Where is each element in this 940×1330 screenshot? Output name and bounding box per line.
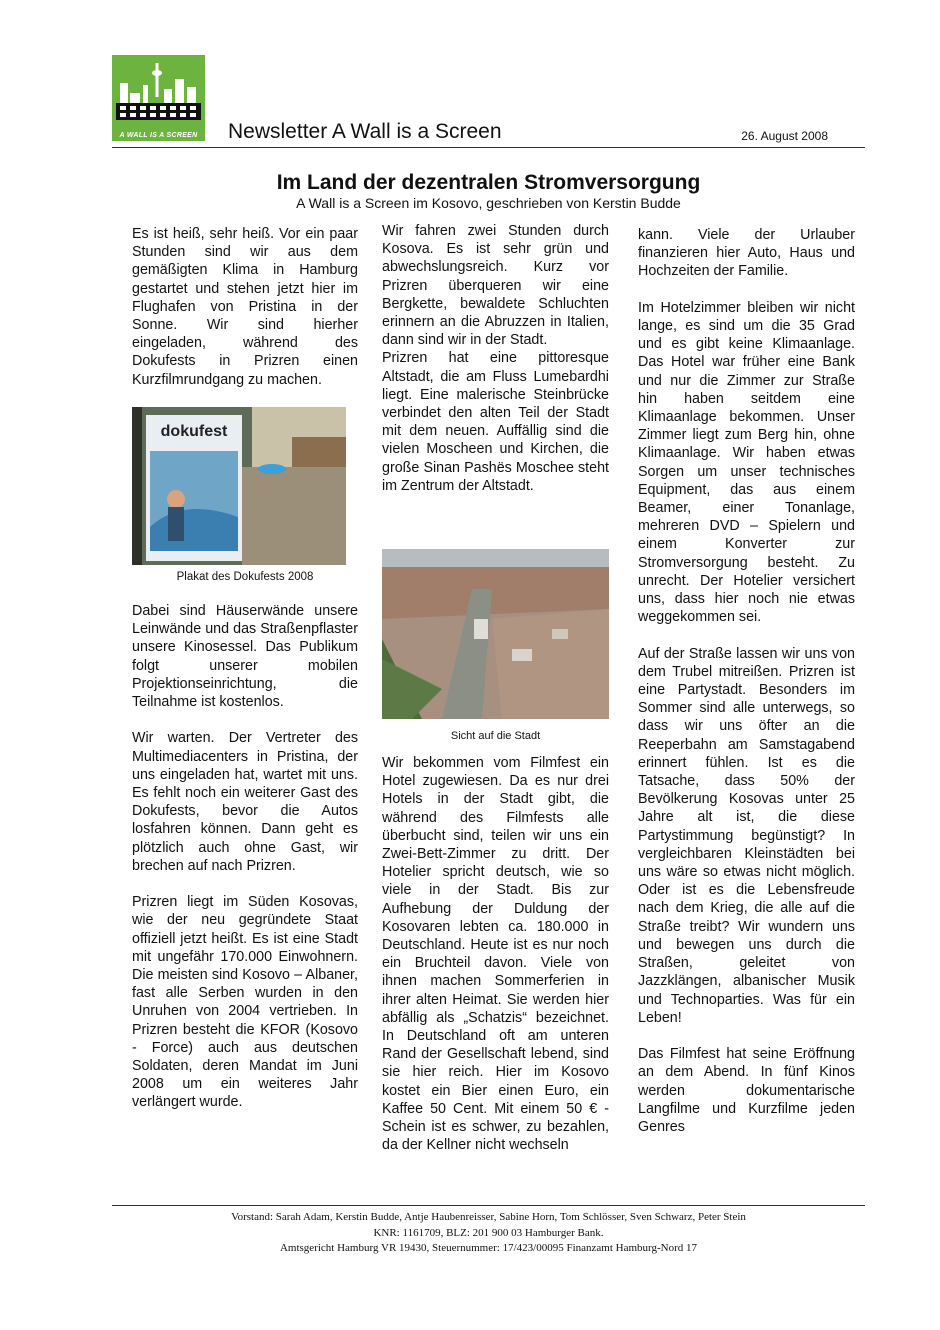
paragraph: Es ist heiß, sehr heiß. Vor ein paar Stunden sind wir aus dem gemäßigten Klima in Hamburg gestartet und stehen jetzt hier im Flughafen von Pristina in der Sonne. Wir sind hierher eingeladen, während des Dokufests in Prizren einen Kurzfilmrundgang zu machen. bbox=[132, 226, 358, 388]
paragraph: Wir fahren zwei Stunden durch Kosova. Es ist sehr grün und abwechslungsreich. Kurz vor Prizren überqueren wir eine Bergkette, bewaldete Schluchten erinnern an die Abruzzen in Italien, dann sind wir in der Stadt. bbox=[382, 223, 609, 349]
logo-text: A WALL IS A SCREEN bbox=[119, 132, 198, 139]
footer-board: Vorstand: Sarah Adam, Kerstin Budde, Antje Haubenreisser, Sabine Horn, Tom Schlösser, Sven Schwarz, Peter Stein bbox=[231, 1211, 746, 1223]
poster-title: dokufest bbox=[160, 423, 228, 440]
skyline-logo-graphic bbox=[112, 55, 205, 141]
city-view-photo bbox=[382, 549, 609, 719]
paragraph: Im Hotelzimmer bleiben wir nicht lange, es sind um die 35 Grad und es gibt keine Klimaanlage. Das Hotel war früher eine Bank und nur die Zimmer zur Straße hin haben seitdem eine Klimaanlage bekommen. Unser Zimmer liegt zum Berg hin, ohne Klimaanlage. Wir haben etwas Sorgen um unser technisches Equipment, das aus einem Beamer, einer Tonanlage, mehreren DVD – Spielern und einem Konverter zur Stromversorgung besteht. Zu unrecht. Der Hotelier versichert uns, dass hier noch nie etwas weggekommen sei. bbox=[638, 299, 855, 626]
paragraph: Wir bekommen vom Filmfest ein Hotel zugewiesen. Da es nur drei Hotels in der Stadt gibt, die während des Filmfests alle überbucht sind, teilen wir uns ein Zwei-Bett-Zimmer zu dritt. Der Hotelier spricht deutsch, wie so viele in der Stadt. Bis zur Aufhebung der Duldung der Kosovaren lebten ca. 180.000 in Deutschland. Heute ist es nur noch ein Bruchteil davon. Viele von ihnen machen Sommerferien in ihrer alten Heimat. Sie werden hier abfällig als „Schatzis“ bezeichnet. In Deutschland oft am unteren Rand der Gesellschaft lebend, sind sie hier reich. Hier im Kosovo kostet ein Bier einen Euro, ein Kaffee 50 Cent. Mit einem 50 € - Schein ist es schwer, zu bezahlen, da der Kellner nicht wechseln bbox=[382, 755, 609, 1154]
header-divider bbox=[112, 147, 865, 148]
newsletter-date: 26. August 2008 bbox=[741, 129, 828, 143]
paragraph: kann. Viele der Urlauber finanzieren hier Auto, Haus und Hochzeiten der Familie. bbox=[638, 227, 855, 280]
organization-logo bbox=[112, 55, 205, 141]
caption-poster: Plakat des Dokufests 2008 bbox=[176, 571, 314, 583]
paragraph: Prizren liegt im Süden Kosovas, wie der neu gegründete Staat offiziell jetzt heißt. Es ist eine Stadt mit ungefähr 170.000 Einwohnern. Die meisten sind Kosovo – Albaner, fast alle Serben wurden in den Unruhen von 2004 vertrieben. In Prizren besteht die KFOR (Kosovo - Force) auch aus deutschen Soldaten, deren Mandat im Juni 2008 um ein weiteres Jahr verlängert wurde. bbox=[132, 894, 358, 1111]
article-column-1-continued bbox=[132, 602, 358, 1112]
city-image bbox=[382, 549, 609, 719]
paragraph: Prizren hat eine pittoresque Altstadt, die am Fluss Lumebardhi liegt. Eine malerische Steinbrücke verbindet den alten Teil der Stadt mit dem neuen. Auffällig sind die vielen Moscheen und Kirchen, die große Sinan Pashës Moschee steht im Zentrum der Altstadt. bbox=[382, 350, 609, 494]
footer-bank: KNR: 1161709, BLZ: 201 900 03 Hamburger Bank. bbox=[373, 1226, 604, 1239]
article-subline: A Wall is a Screen im Kosovo, geschrieben von Kerstin Budde bbox=[296, 195, 681, 211]
paragraph: Wir warten. Der Vertreter des Multimediacenters in Pristina, der uns eingeladen hat, wartet mit uns. Es fehlt noch ein weiterer Gast des Dokufests, bevor die Autos losfahren können. Dann geht es plötzlich auch ohne Gast, wir brechen auf nach Prizren. bbox=[132, 730, 358, 874]
article-column-2-continued bbox=[382, 754, 609, 1154]
article-column-2 bbox=[382, 222, 609, 495]
paragraph: Dabei sind Häuserwände unsere Leinwände und das Straßenpflaster unsere Kinosessel. Das Publikum folgt unserer mobilen Projektionseinrichtung, die Teilnahme ist kostenlos. bbox=[132, 603, 358, 711]
footer-divider bbox=[112, 1205, 865, 1206]
dokufest-poster-photo bbox=[132, 407, 346, 565]
caption-city-view: Sicht auf die Stadt bbox=[450, 730, 541, 742]
article-column-3 bbox=[638, 226, 855, 1136]
newsletter-title: Newsletter A Wall is a Screen bbox=[228, 120, 502, 143]
paragraph: Das Filmfest hat seine Eröffnung an dem Abend. In fünf Kinos werden dokumentarische Langfilme und Kurzfilme jeden Genres bbox=[638, 1046, 855, 1135]
paragraph: Auf der Straße lassen wir uns von dem Trubel mitreißen. Prizren ist eine Partystadt. Besonders im Sommer sind alle unterwegs, so dass wir uns öfter an die Reeperbahn am Samstagabend erinnert fühlen. Ist es die Tatsache, dass 50% der Bevölkerung Kosovas unter 25 Jahre alt ist, die diese Partystimmung begünstigt? In vergleichbaren Kleinstädten bei uns wäre so etwas nicht möglich. Oder ist es die Lebensfreude nach dem Krieg, die alle auf die Straße treibt? Wir wundern uns und bewegen uns durch die Straßen, geleitet von Jazzklängen, albanischer Musik und Technoparties. Was für ein Leben! bbox=[638, 645, 855, 1026]
article-column-1 bbox=[132, 225, 358, 389]
footer-registry: Amtsgericht Hamburg VR 19430, Steuernummer: 17/423/00095 Finanzamt Hamburg-Nord 17 bbox=[279, 1242, 698, 1254]
article-headline: Im Land der dezentralen Stromversorgung bbox=[276, 171, 701, 194]
footer bbox=[112, 1210, 865, 1257]
